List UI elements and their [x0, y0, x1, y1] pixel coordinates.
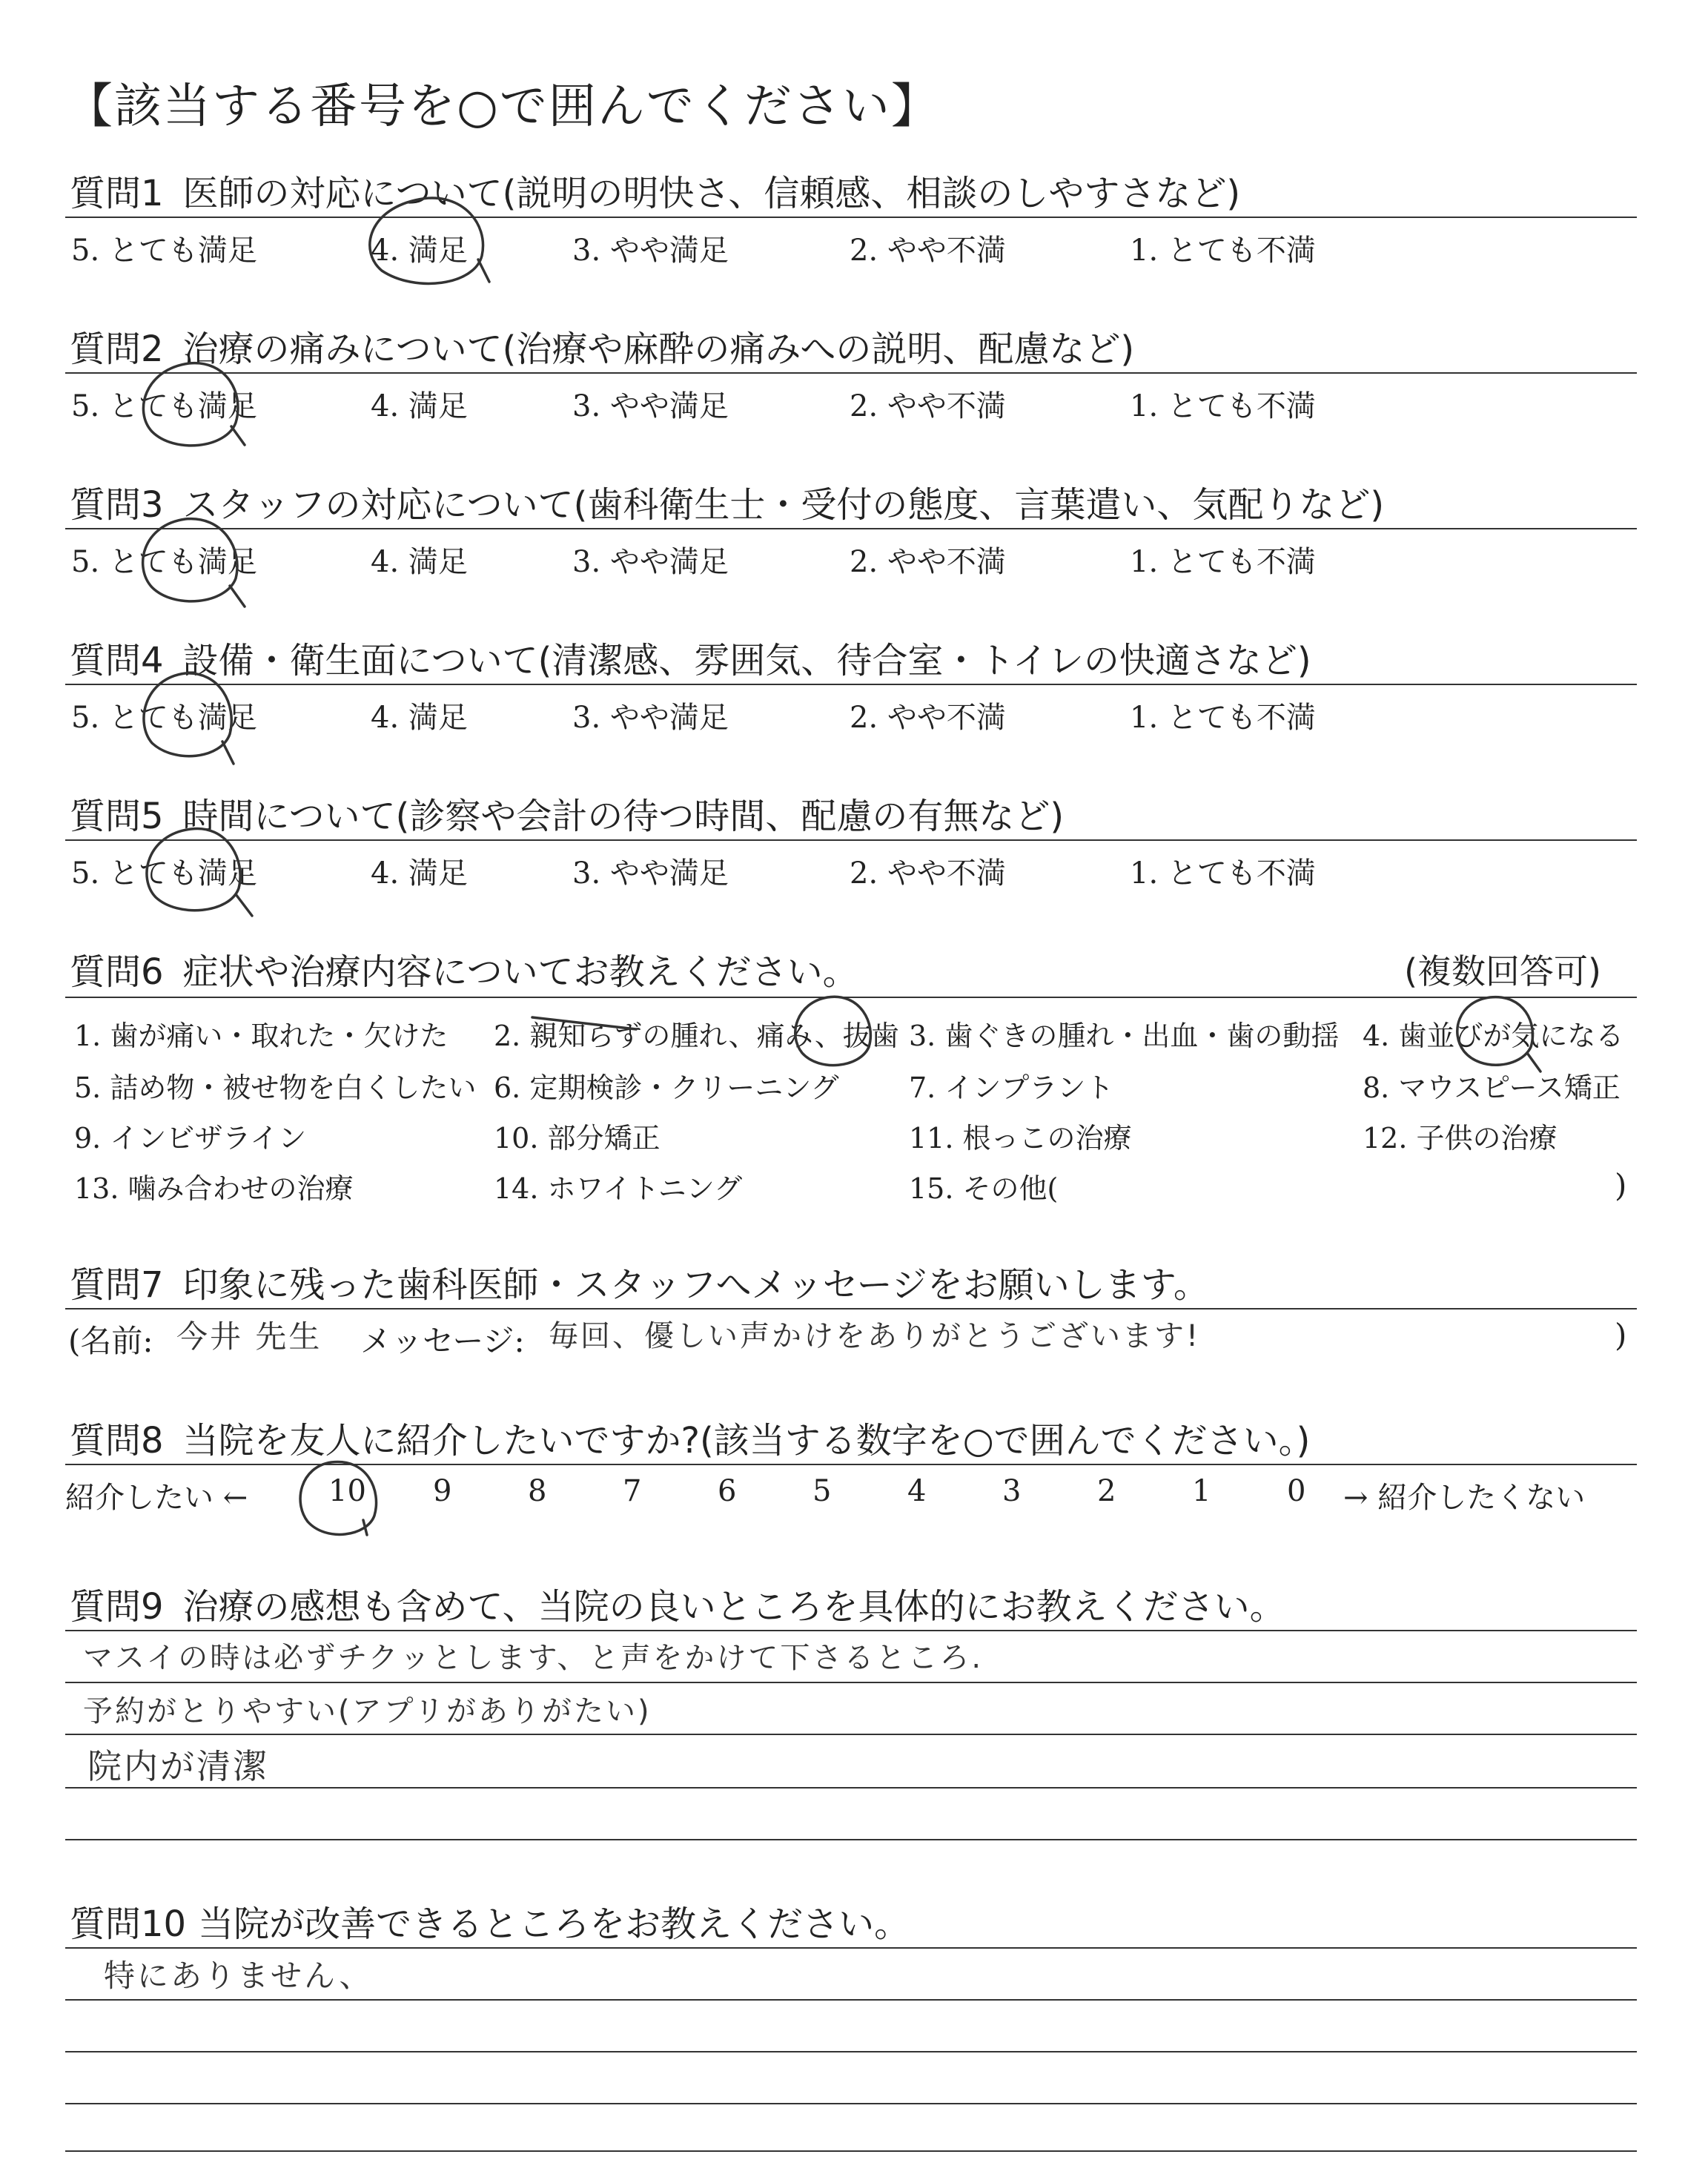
- answer-line: [65, 1734, 1637, 1735]
- divider: [65, 528, 1637, 529]
- answer-line: [65, 2051, 1637, 2052]
- q7-name-value[interactable]: 今井 先生: [176, 1318, 322, 1355]
- multi-answer-note: (複数回答可): [1404, 951, 1601, 991]
- q3-option-4[interactable]: 4. 満足: [371, 545, 468, 579]
- q1-option-1[interactable]: 1. とても不満: [1130, 234, 1316, 268]
- q9-answer-2[interactable]: 予約がとりやすい(アプリがありがたい): [83, 1694, 652, 1728]
- q3-option-2[interactable]: 2. やや不満: [850, 545, 1006, 579]
- question-number: 質問1: [70, 173, 164, 214]
- question-8: [70, 1412, 1310, 1463]
- q1-option-3[interactable]: 3. やや満足: [572, 234, 729, 268]
- question-text: 当院を友人に紹介したいですか?(該当する数字を○で囲んでください。): [182, 1420, 1311, 1462]
- q1-option-5[interactable]: 5. とても満足: [71, 234, 257, 268]
- q7-close: ): [1615, 1317, 1627, 1353]
- question-3: [70, 476, 1384, 527]
- q6-item-6[interactable]: 6. 定期検診・クリーニング: [494, 1071, 839, 1104]
- answer-line: [65, 1682, 1637, 1683]
- question-text: 症状や治療内容についてお教えください。: [182, 951, 858, 993]
- q6-item-5[interactable]: 5. 詰め物・被せ物を白くしたい: [74, 1071, 477, 1104]
- q8-right-label: → 紹介したくない: [1343, 1481, 1586, 1515]
- q5-option-4[interactable]: 4. 満足: [371, 856, 468, 891]
- question-text: 当院が改善できるところをお教えください。: [198, 1903, 910, 1945]
- q6-item-2[interactable]: 2. 親知らずの腫れ、痛み、抜歯: [494, 1020, 899, 1052]
- answer-line: [65, 1630, 1637, 1631]
- question-text: スタッフの対応について(歯科衛生士・受付の態度、言葉遣い、気配りなど): [182, 484, 1385, 526]
- q2-option-2[interactable]: 2. やや不満: [850, 389, 1006, 423]
- q10-answer-1[interactable]: 特にありません、: [104, 1958, 373, 1994]
- q4-option-4[interactable]: 4. 満足: [371, 701, 468, 735]
- q8-left-label: 紹介したい ←: [65, 1481, 248, 1515]
- page-title: 【該当する番号を○で囲んでください】: [65, 79, 940, 134]
- q5-option-1[interactable]: 1. とても不満: [1130, 856, 1316, 891]
- q8-scale-9[interactable]: 9: [433, 1474, 452, 1508]
- q8-scale-1[interactable]: 1: [1192, 1474, 1211, 1508]
- question-5: [70, 787, 1064, 839]
- q9-answer-1[interactable]: マスイの時は必ずチクッとします、と声をかけて下さるところ.: [83, 1641, 984, 1675]
- question-6: [70, 943, 858, 994]
- q6-other-close: ): [1615, 1167, 1627, 1203]
- q8-scale-0[interactable]: 0: [1287, 1474, 1306, 1508]
- q5-option-5[interactable]: 5. とても満足: [71, 856, 257, 891]
- q6-item-13[interactable]: 13. 噛み合わせの治療: [74, 1172, 354, 1205]
- q8-scale-3[interactable]: 3: [1002, 1474, 1022, 1508]
- q8-scale-7[interactable]: 7: [623, 1474, 642, 1508]
- question-10: [70, 1895, 910, 1946]
- question-9: [70, 1578, 1285, 1629]
- q6-item-4[interactable]: 4. 歯並びが気になる: [1363, 1020, 1624, 1052]
- divider: [65, 217, 1637, 218]
- q6-item-1[interactable]: 1. 歯が痛い・取れた・欠けた: [74, 1020, 448, 1052]
- q6-item-11[interactable]: 11. 根っこの治療: [909, 1122, 1132, 1155]
- question-text: 時間について(診察や会計の待つ時間、配慮の有無など): [182, 796, 1065, 837]
- question-2: [70, 320, 1134, 371]
- divider: [65, 1464, 1637, 1465]
- q8-scale-4[interactable]: 4: [907, 1474, 927, 1508]
- answer-line: [65, 1947, 1637, 1949]
- q4-option-2[interactable]: 2. やや不満: [850, 701, 1006, 735]
- q4-option-1[interactable]: 1. とても不満: [1130, 701, 1316, 735]
- q7-message-value[interactable]: 毎回、優しい声かけをありがとうございます!: [549, 1319, 1201, 1353]
- question-number: 質問10: [70, 1903, 187, 1945]
- question-number: 質問2: [70, 328, 164, 370]
- q6-item-12[interactable]: 12. 子供の治療: [1363, 1122, 1558, 1155]
- q3-option-5[interactable]: 5. とても満足: [71, 545, 257, 579]
- q3-option-1[interactable]: 1. とても不満: [1130, 545, 1316, 579]
- q6-item-10[interactable]: 10. 部分矯正: [494, 1122, 661, 1155]
- answer-line: [65, 2150, 1637, 2152]
- divider: [65, 372, 1637, 374]
- q6-item-9[interactable]: 9. インビザライン: [74, 1122, 307, 1155]
- question-text: 印象に残った歯科医師・スタッフへメッセージをお願いします。: [182, 1264, 1209, 1306]
- q1-option-2[interactable]: 2. やや不満: [850, 234, 1006, 268]
- question-number: 質問3: [70, 484, 164, 526]
- q8-scale-10[interactable]: 10: [328, 1474, 366, 1508]
- q4-option-5[interactable]: 5. とても満足: [71, 701, 257, 735]
- answer-line: [65, 1839, 1637, 1840]
- q6-item-3[interactable]: 3. 歯ぐきの腫れ・出血・歯の動揺: [909, 1020, 1340, 1052]
- q2-option-5[interactable]: 5. とても満足: [71, 389, 257, 423]
- question-text: 医師の対応について(説明の明快さ、信頼感、相談のしやすさなど): [182, 173, 1241, 214]
- q3-option-3[interactable]: 3. やや満足: [572, 545, 729, 579]
- question-number: 質問6: [70, 951, 164, 993]
- q5-option-3[interactable]: 3. やや満足: [572, 856, 729, 891]
- q8-scale-2[interactable]: 2: [1097, 1474, 1116, 1508]
- question-number: 質問9: [70, 1586, 164, 1628]
- q8-scale-5[interactable]: 5: [812, 1474, 832, 1508]
- question-text: 設備・衛生面について(清潔感、雰囲気、待合室・トイレの快適さなど): [182, 640, 1311, 681]
- question-number: 質問7: [70, 1264, 164, 1306]
- question-text: 治療の痛みについて(治療や麻酔の痛みへの説明、配慮など): [182, 328, 1135, 370]
- divider: [65, 684, 1637, 685]
- answer-line: [65, 2103, 1637, 2104]
- q2-option-1[interactable]: 1. とても不満: [1130, 389, 1316, 423]
- q6-item-7[interactable]: 7. インプラント: [909, 1071, 1114, 1104]
- q6-item-15[interactable]: 15. その他(: [909, 1172, 1059, 1205]
- answer-line: [65, 1787, 1637, 1789]
- question-number: 質問4: [70, 640, 164, 681]
- q5-option-2[interactable]: 2. やや不満: [850, 856, 1006, 891]
- q4-option-3[interactable]: 3. やや満足: [572, 701, 729, 735]
- question-number: 質問5: [70, 796, 164, 837]
- divider: [65, 839, 1637, 841]
- q8-scale-6[interactable]: 6: [718, 1474, 737, 1508]
- q7-name-label: (名前:: [68, 1323, 153, 1359]
- q2-option-3[interactable]: 3. やや満足: [572, 389, 729, 423]
- q6-item-14[interactable]: 14. ホワイトニング: [494, 1172, 743, 1205]
- question-4: [70, 632, 1311, 683]
- divider: [65, 1308, 1637, 1309]
- q8-scale-8[interactable]: 8: [528, 1474, 547, 1508]
- divider: [65, 997, 1637, 998]
- question-number: 質問8: [70, 1420, 164, 1462]
- answer-line: [65, 1999, 1637, 2001]
- q2-option-4[interactable]: 4. 満足: [371, 389, 468, 423]
- q1-option-4[interactable]: 4. 満足: [371, 234, 468, 268]
- question-1: [70, 165, 1240, 216]
- question-text: 治療の感想も含めて、当院の良いところを具体的にお教えください。: [182, 1586, 1285, 1628]
- q9-answer-3[interactable]: 院内が清潔: [87, 1746, 269, 1786]
- question-7: [70, 1256, 1209, 1307]
- q7-message-label: メッセージ:: [360, 1323, 525, 1359]
- q6-item-8[interactable]: 8. マウスピース矯正: [1363, 1071, 1621, 1104]
